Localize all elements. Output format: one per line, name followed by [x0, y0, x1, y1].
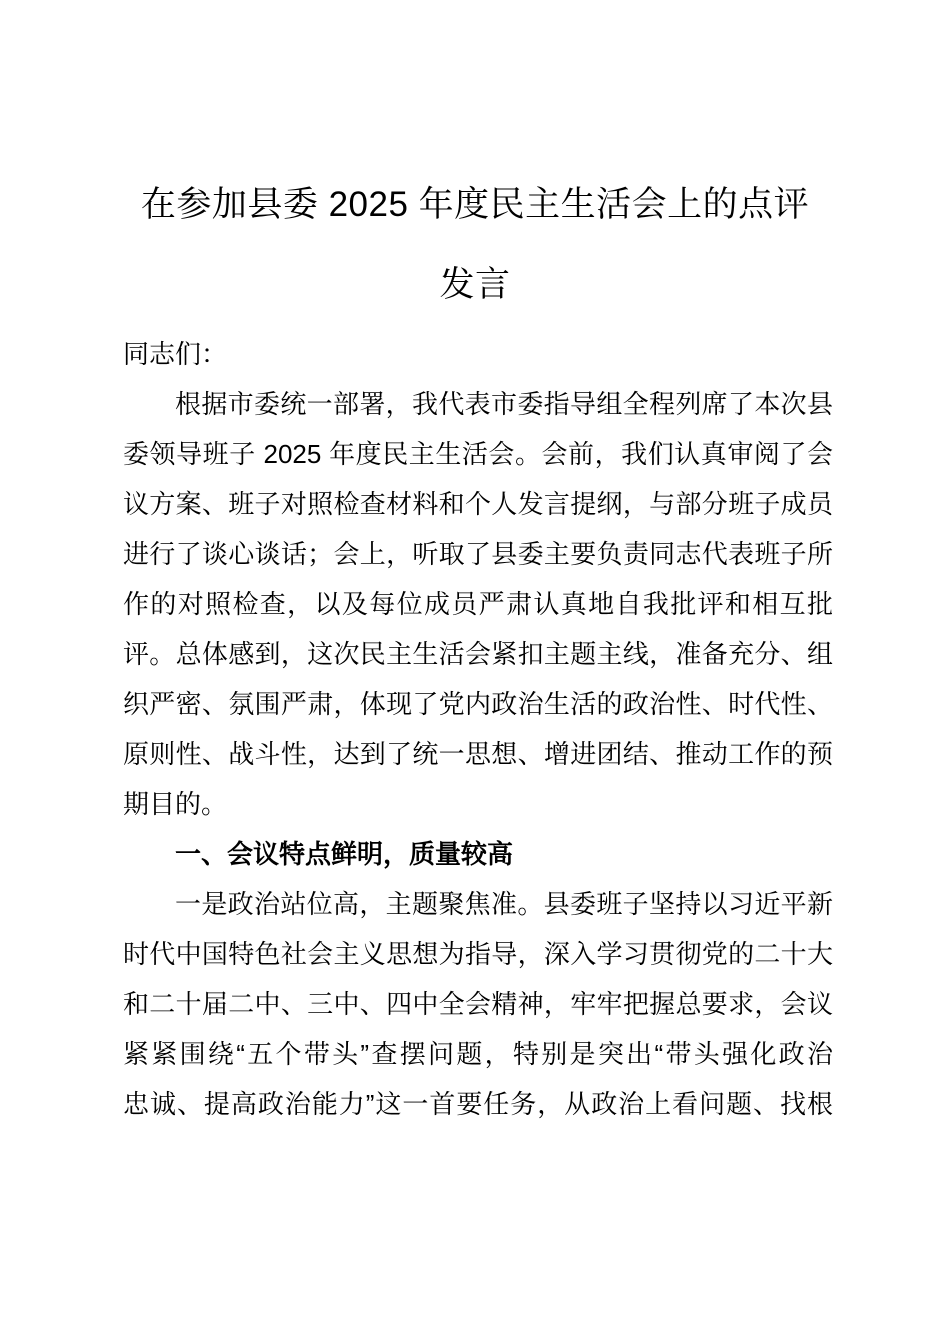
text-line: 评。总体感到，这次民主生活会紧扣主题主线，准备充分、组 — [123, 639, 833, 669]
text-line: 一是政治站位高，主题聚焦准。县委班子坚持以习近平新 — [175, 889, 833, 919]
text-line: 议方案、班子对照检查材料和个人发言提纲，与部分班子成员 — [123, 489, 833, 519]
text-line: 织严密、氛围严肃，体现了党内政治生活的政治性、时代性、 — [123, 689, 833, 719]
text-line: 忠诚、提高政治能力”这一首要任务，从政治上看问题、找根 — [123, 1089, 833, 1119]
document-title — [0, 165, 950, 325]
document-title-line-1: 在参加县委 2025 年度民主生活会上的点评 — [140, 185, 810, 224]
document-title-line-2: 发言 — [439, 265, 511, 304]
document-body — [123, 329, 833, 1129]
text-line: 紧紧围绕“五个带头”查摆问题，特别是突出“带头强化政治 — [123, 1039, 833, 1069]
text-line: 和二十届二中、三中、四中全会精神，牢牢把握总要求，会议 — [123, 989, 833, 1019]
text-line: 根据市委统一部署，我代表市委指导组全程列席了本次县 — [175, 389, 833, 419]
section-heading: 一、会议特点鲜明，质量较高 — [175, 839, 514, 869]
text-line: 作的对照检查，以及每位成员严肃认真地自我批评和相互批 — [123, 589, 833, 619]
text-line: 进行了谈心谈话；会上，听取了县委主要负责同志代表班子所 — [123, 539, 833, 569]
text-line: 同志们： — [123, 339, 228, 369]
text-line: 时代中国特色社会主义思想为指导，深入学习贯彻党的二十大 — [123, 939, 833, 969]
text-line: 期目的。 — [123, 789, 228, 819]
text-line: 原则性、战斗性，达到了统一思想、增进团结、推动工作的预 — [123, 739, 833, 769]
text-line: 委领导班子 2025 年度民主生活会。会前，我们认真审阅了会 — [123, 439, 833, 469]
